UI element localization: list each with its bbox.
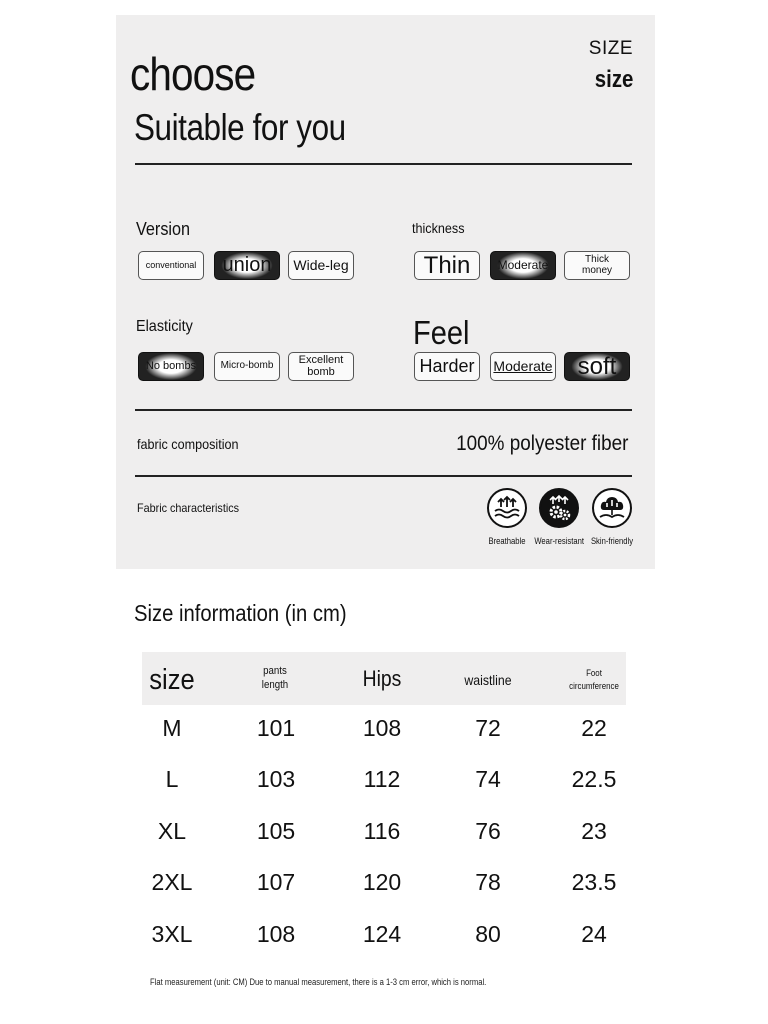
- header-pants-length: pants length: [261, 665, 289, 692]
- table-cell: 107: [256, 869, 296, 895]
- version-option-union[interactable]: union: [214, 251, 280, 280]
- table-cell: 78: [475, 869, 501, 895]
- gears-icon: [539, 488, 579, 528]
- table-cell: 124: [362, 921, 402, 947]
- feel-option-soft[interactable]: soft: [564, 352, 630, 381]
- size-cell: 2XL: [151, 869, 193, 895]
- table-cell: 80: [475, 921, 501, 947]
- thickness-option-moderate[interactable]: Moderate: [490, 251, 556, 280]
- heading-suitable: Suitable for you: [134, 107, 346, 148]
- badge-caption: Breathable: [488, 536, 526, 546]
- divider: [135, 475, 632, 477]
- elasticity-label: Elasticity: [136, 318, 193, 335]
- table-row: [142, 805, 626, 857]
- size-cell: M: [162, 715, 182, 741]
- header-foot-circumference: Foot circumference: [569, 668, 619, 691]
- header-hips: Hips: [362, 666, 402, 691]
- size-info-title: Size information (in cm): [134, 600, 347, 626]
- table-cell: 108: [362, 715, 402, 741]
- table-cell: 74: [475, 766, 501, 792]
- thickness-option-thin[interactable]: Thin: [414, 251, 480, 280]
- table-cell: 22.5: [571, 766, 617, 792]
- elasticity-option-excellent-bomb[interactable]: Excellent bomb: [288, 352, 354, 381]
- size-label-top: SIZE: [588, 38, 633, 59]
- composition-label: fabric composition: [137, 436, 239, 452]
- table-cell: 101: [256, 715, 296, 741]
- table-row: [142, 753, 626, 805]
- feel-label: Feel: [413, 314, 470, 351]
- size-cell: 3XL: [151, 921, 193, 947]
- table-row: [142, 908, 626, 960]
- breathable-icon: [487, 488, 527, 528]
- size-cell: XL: [157, 818, 187, 844]
- feel-option-moderate[interactable]: Moderate: [490, 352, 556, 381]
- table-cell: 120: [362, 869, 402, 895]
- table-cell: 108: [256, 921, 296, 947]
- table-cell: 24: [581, 921, 607, 947]
- skin-friendly-icon: [592, 488, 632, 528]
- characteristics-label: Fabric characteristics: [137, 501, 240, 515]
- table-cell: 72: [475, 715, 501, 741]
- badge-caption: Skin-friendly: [590, 536, 634, 546]
- badge-wear-resistant: [530, 488, 588, 546]
- divider: [135, 409, 632, 411]
- badge-skin-friendly: [583, 488, 641, 546]
- heading-choose: choose: [130, 48, 256, 100]
- table-cell: 23: [581, 818, 607, 844]
- table-row: [142, 856, 626, 908]
- badge-breathable: [478, 488, 536, 546]
- table-cell: 103: [256, 766, 296, 792]
- measurement-footnote: Flat measurement (unit: CM) Due to manual measurement, there is a 1-3 cm error, which is normal.: [150, 977, 487, 987]
- elasticity-option-no-bombs[interactable]: No bombs: [138, 352, 204, 381]
- product-info-card: [116, 15, 655, 569]
- divider: [135, 163, 632, 165]
- size-table-header: [142, 652, 626, 705]
- badge-caption: Wear-resistant: [534, 536, 584, 546]
- table-cell: 105: [256, 818, 296, 844]
- table-cell: 22: [581, 715, 607, 741]
- composition-value: 100% polyester fiber: [455, 432, 628, 455]
- header-size: size: [149, 664, 195, 696]
- thickness-option-thick-money[interactable]: Thick money: [564, 251, 630, 280]
- size-label-sub: size: [594, 66, 633, 93]
- table-row: [142, 702, 626, 754]
- table-cell: 23.5: [571, 869, 617, 895]
- size-cell: L: [165, 766, 179, 792]
- version-label: Version: [136, 219, 191, 239]
- thickness-label: thickness: [412, 220, 465, 236]
- table-cell: 112: [363, 766, 401, 792]
- table-cell: 116: [363, 818, 401, 844]
- elasticity-option-micro-bomb[interactable]: Micro-bomb: [214, 352, 280, 381]
- header-waistline: waistline: [464, 672, 512, 688]
- table-cell: 76: [475, 818, 501, 844]
- feel-option-harder[interactable]: Harder: [414, 352, 480, 381]
- version-option-conventional[interactable]: conventional: [138, 251, 204, 280]
- version-option-wide-leg[interactable]: Wide-leg: [288, 251, 354, 280]
